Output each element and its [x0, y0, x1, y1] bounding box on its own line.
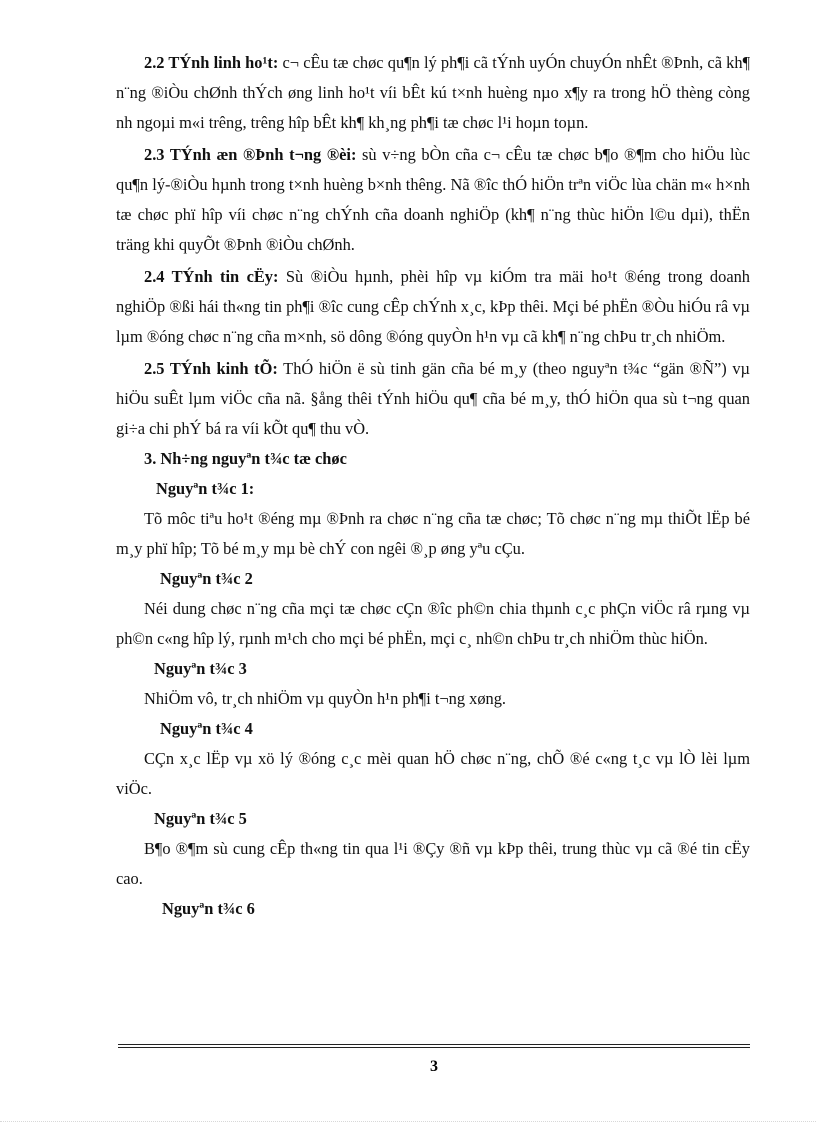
section-text: sù v÷ng bÒn cña c¬ cÊu tæ chøc b¶o ®¶m cho hiÖu lùc qu¶n lý-®iÒu hµnh trong t×nh huèng b×nh thêng. Nã ®îc thÓ hiÖn trªn viÖc lùa chän m« h×nh tæ chøc phï hîp víi chøc n¨ng chÝnh cña doanh nghiÖp (kh¶ n¨ng thùc hiÖn l©u dµi), thËn träng khi quyÕt ®Þnh ®iÒu chØnh. — [116, 145, 750, 254]
section-heading: 2.3 TÝnh æn ®Þnh t¬ng ®èi: — [144, 145, 357, 164]
rule-5-text: B¶o ®¶m sù cung cÊp th«ng tin qua l¹i ®Çy ®ñ vµ kÞp thêi, trung thùc vµ cã ®é tin cËy cao. — [116, 839, 750, 888]
rule-1-label: Nguyªn t¾c 1: — [156, 479, 255, 498]
rule-6-label: Nguyªn t¾c 6 — [162, 899, 255, 918]
section-2-4 — [116, 262, 750, 352]
section-heading: 2.2 TÝnh linh ho¹t: — [144, 53, 279, 72]
section-text: ThÓ hiÖn ë sù tinh gän cña bé m¸y (theo nguyªn t¾c “gän ®Ñ”) vµ hiÖu suÊt lµm viÖc cña nã. §ång thêi tÝnh hiÖu qu¶ cña bé m¸y, thÓ hiÖn qua sù t¬ng quan gi÷a chi phÝ bá ra víi kÕt qu¶ thu vÒ. — [116, 359, 750, 438]
rule-3-label: Nguyªn t¾c 3 — [154, 659, 247, 678]
page-edge-divider — [0, 1121, 816, 1122]
section-text: Sù ®iÒu hµnh, phèi hîp vµ kiÓm tra mäi ho¹t ®éng trong doanh nghiÖp ®ßi hái th«ng tin ph¶i ®îc cung cÊp chÝnh x¸c, kÞp thêi. Mçi bé phËn ®Òu hiÓu râ vµ lµm ®óng chøc n¨ng cña m×nh, sö dông ®óng quyÒn h¹n vµ cã kh¶ n¨ng chÞu tr¸ch nhiÖm. — [116, 267, 750, 346]
section-2-2 — [116, 48, 750, 138]
section-heading: 2.4 TÝnh tin cËy: — [144, 267, 279, 286]
rule-4-text: CÇn x¸c lËp vµ xö lý ®óng c¸c mèi quan hÖ chøc n¨ng, chÕ ®é c«ng t¸c vµ lÒ lèi lµm viÖc. — [116, 749, 750, 798]
section-text: c¬ cÊu tæ chøc qu¶n lý ph¶i cã tÝnh uyÓn chuyÓn nhÊt ®Þnh, cã kh¶ n¨ng ®iÒu chØnh thÝch øng linh ho¹t víi bÊt kú t×nh huèng nµo x¶y ra trong hÖ thèng còng nh ngoµi m«i trêng, trêng hîp bÊt kh¶ kh¸ng ph¶i tæ chøc l¹i hoµn toµn. — [116, 53, 750, 132]
rule-1-text: Tõ môc tiªu ho¹t ®éng mµ ®Þnh ra chøc n¨ng cña tæ chøc; Tõ chøc n¨ng mµ thiÕt lËp bé m¸y phï hîp; Tõ bé m¸y mµ bè chÝ con ngêi ®¸p øng yªu cÇu. — [116, 509, 750, 558]
rule-5-label: Nguyªn t¾c 5 — [154, 809, 247, 828]
page-number: 3 — [430, 1058, 438, 1075]
footer-divider — [118, 1044, 750, 1045]
rule-3-text: NhiÖm vô, tr¸ch nhiÖm vµ quyÒn h¹n ph¶i t¬ng xøng. — [144, 689, 507, 708]
section-heading: 2.5 TÝnh kinh tÕ: — [144, 359, 278, 378]
rule-2-text: Néi dung chøc n¨ng cña mçi tæ chøc cÇn ®îc ph©n chia thµnh c¸c phÇn viÖc râ rµng vµ ph©n c«ng hîp lý, rµnh m¹ch cho mçi bé phËn, mçi c¸ nh©n chÞu tr¸ch nhiÖm thùc hiÖn. — [116, 599, 750, 648]
rule-2-label: Nguyªn t¾c 2 — [160, 569, 253, 588]
section-3-title: 3. Nh÷ng nguyªn t¾c tæ chøc — [144, 449, 347, 468]
page-body — [116, 48, 750, 924]
section-2-3 — [116, 140, 750, 260]
section-2-5 — [116, 354, 750, 444]
rule-4-label: Nguyªn t¾c 4 — [160, 719, 253, 738]
footer-divider — [118, 1047, 750, 1048]
